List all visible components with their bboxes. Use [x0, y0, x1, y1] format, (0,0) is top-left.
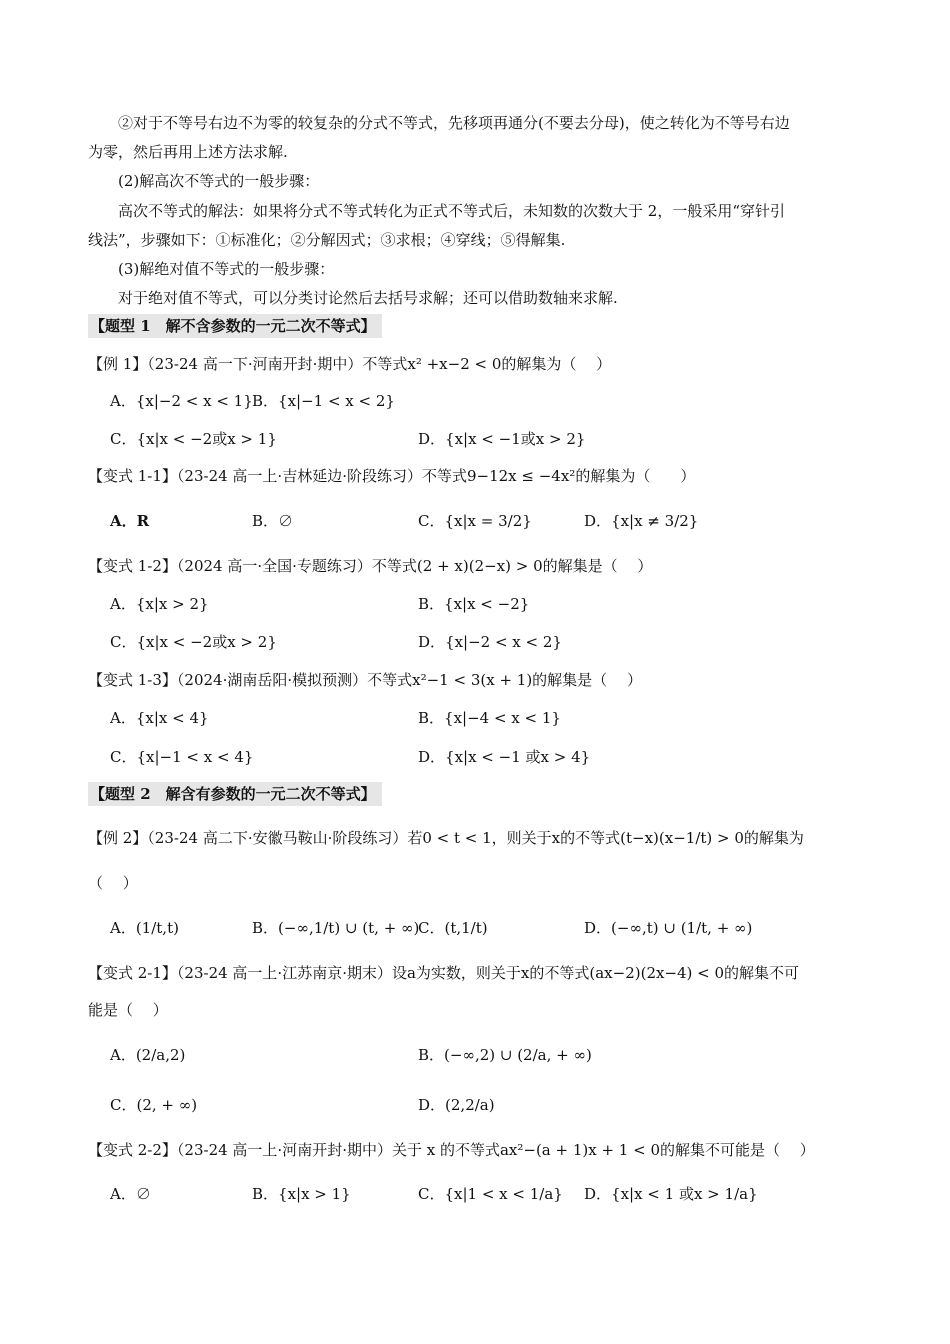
- example-2-option-b[interactable]: B．(−∞,1/t) ∪ (t, + ∞): [252, 919, 420, 937]
- example-1-stem: 【例 1】（23-24 高一下·河南开封·期中）不等式x² +x−2 < 0的解集为（ ）: [88, 355, 612, 373]
- variant-2-1-option-a[interactable]: A．(2/a,2): [110, 1046, 186, 1064]
- example-2-stem-line-1: 【例 2】（23-24 高二下·安徽马鞍山·阶段练习）若0 < t < 1，则关于x的不等式(t−x)(x−1/t) > 0的解集为: [88, 829, 804, 847]
- example-1-option-b[interactable]: B．{x|−1 < x < 2}: [252, 392, 395, 410]
- variant-2-1-stem-line-2: 能是（ ）: [88, 1001, 168, 1019]
- example-2-option-d[interactable]: D．(−∞,t) ∪ (1/t, + ∞): [584, 919, 753, 937]
- intro-paragraph-3-line-1: 对于绝对值不等式，可以分类讨论然后去括号求解；还可以借助数轴来求解.: [118, 289, 618, 307]
- intro-paragraph-3-title: (3)解绝对值不等式的一般步骤：: [118, 260, 335, 278]
- variant-1-3-option-c[interactable]: C．{x|−1 < x < 4}: [110, 748, 254, 766]
- variant-1-2-option-c[interactable]: C．{x|x < −2或x > 2}: [110, 633, 277, 651]
- example-2-stem-line-2: （ ）: [88, 874, 138, 892]
- variant-2-1-stem-line-1: 【变式 2-1】（23-24 高一上·江苏南京·期末）设a为实数，则关于x的不等式(ax−2)(2x−4) < 0的解集不可: [88, 964, 800, 982]
- variant-1-2-option-b[interactable]: B．{x|x < −2}: [418, 595, 530, 613]
- variant-1-3-stem: 【变式 1-3】（2024·湖南岳阳·模拟预测）不等式x²−1 < 3(x + 1)的解集是（ ）: [88, 671, 642, 689]
- variant-1-2-option-a[interactable]: A．{x|x > 2}: [110, 595, 209, 613]
- variant-1-1-option-c[interactable]: C．{x|x = 3/2}: [418, 512, 532, 530]
- variant-1-3-option-d[interactable]: D．{x|x < −1 或x > 4}: [418, 748, 591, 766]
- variant-2-1-option-c[interactable]: C．(2, + ∞): [110, 1096, 198, 1114]
- variant-1-3-option-a[interactable]: A．{x|x < 4}: [110, 709, 209, 727]
- variant-2-2-stem: 【变式 2-2】（23-24 高一上·河南开封·期中）关于 x 的不等式ax²−(a + 1)x + 1 < 0的解集不可能是（ ）: [88, 1141, 815, 1159]
- variant-2-1-option-b[interactable]: B．(−∞,2) ∪ (2/a, + ∞): [418, 1046, 592, 1064]
- intro-paragraph-1-line-1: ②对于不等号右边不为零的较复杂的分式不等式，先移项再通分(不要去分母)，使之转化为不等号右边: [118, 114, 790, 132]
- intro-paragraph-2-title: (2)解高次不等式的一般步骤：: [118, 172, 320, 190]
- intro-paragraph-2-line-2: 线法”，步骤如下：①标准化；②分解因式；③求根；④穿线；⑤得解集.: [88, 231, 566, 249]
- example-2-option-a[interactable]: A．(1/t,t): [110, 919, 179, 937]
- variant-2-2-option-c[interactable]: C．{x|1 < x < 1/a}: [418, 1185, 563, 1203]
- variant-1-3-option-b[interactable]: B．{x|−4 < x < 1}: [418, 709, 561, 727]
- section-2-heading: 【题型 2 解含有参数的一元二次不等式】: [88, 782, 382, 806]
- example-1-option-c[interactable]: C．{x|x < −2或x > 1}: [110, 430, 277, 448]
- variant-1-1-option-a[interactable]: A．R: [110, 512, 150, 530]
- variant-1-2-option-d[interactable]: D．{x|−2 < x < 2}: [418, 633, 562, 651]
- intro-paragraph-2-line-1: 高次不等式的解法：如果将分式不等式转化为正式不等式后，未知数的次数大于 2，一般采用“穿针引: [118, 202, 785, 220]
- variant-1-1-option-d[interactable]: D．{x|x ≠ 3/2}: [584, 512, 699, 530]
- example-2-option-c[interactable]: C．(t,1/t): [418, 919, 488, 937]
- variant-1-1-option-b[interactable]: B．∅: [252, 512, 294, 530]
- example-1-option-d[interactable]: D．{x|x < −1或x > 2}: [418, 430, 586, 448]
- variant-1-2-stem: 【变式 1-2】（2024 高一·全国·专题练习）不等式(2 + x)(2−x) > 0的解集是（ ）: [88, 557, 653, 575]
- variant-2-2-option-d[interactable]: D．{x|x < 1 或x > 1/a}: [584, 1185, 758, 1203]
- variant-2-2-option-a[interactable]: A．∅: [110, 1185, 151, 1203]
- intro-paragraph-1-line-2: 为零，然后再用上述方法求解.: [88, 143, 288, 161]
- variant-1-1-stem: 【变式 1-1】（23-24 高一上·吉林延边·阶段练习）不等式9−12x ≤ −4x²的解集为（ ）: [88, 467, 696, 485]
- section-1-heading: 【题型 1 解不含参数的一元二次不等式】: [88, 314, 382, 338]
- example-1-option-a[interactable]: A．{x|−2 < x < 1}: [110, 392, 253, 410]
- variant-2-2-option-b[interactable]: B．{x|x > 1}: [252, 1185, 351, 1203]
- variant-2-1-option-d[interactable]: D．(2,2/a): [418, 1096, 495, 1114]
